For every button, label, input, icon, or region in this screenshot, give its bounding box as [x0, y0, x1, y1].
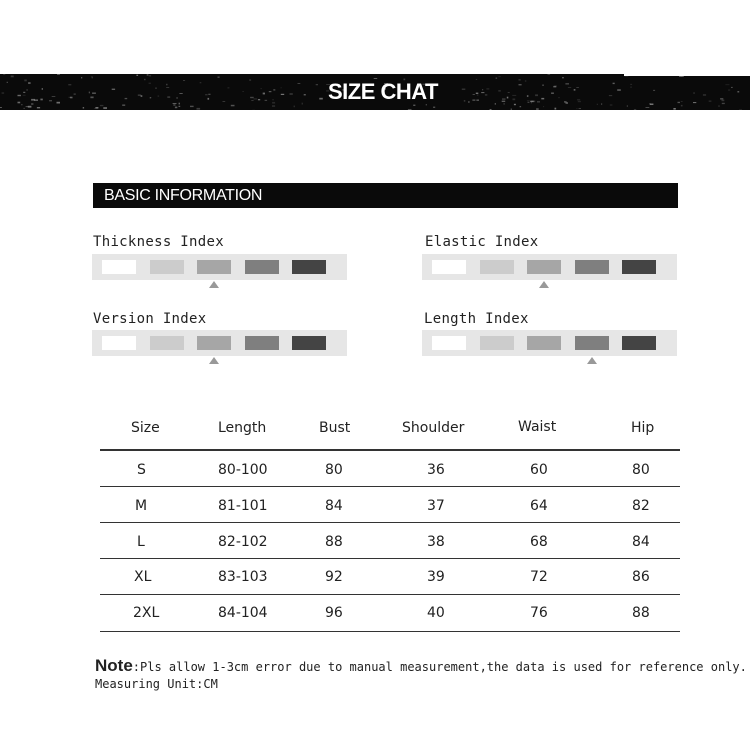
- level-swatch: [292, 260, 326, 274]
- version-index-label: Version Index: [93, 311, 207, 327]
- table-cell: 2XL: [133, 605, 160, 621]
- table-cell: 80-100: [218, 462, 268, 478]
- table-cell: 80: [632, 462, 650, 478]
- level-swatch: [245, 336, 279, 350]
- elastic-index-label: Elastic Index: [425, 234, 539, 250]
- table-cell: 36: [427, 462, 445, 478]
- level-swatch: [480, 260, 514, 274]
- thickness-index-label: Thickness Index: [93, 234, 224, 250]
- basic-information-label: BASIC INFORMATION: [104, 187, 263, 204]
- level-swatch: [150, 260, 184, 274]
- table-cell: 84: [632, 534, 650, 550]
- level-swatch: [575, 336, 609, 350]
- measuring-unit: Measuring Unit:CM: [95, 677, 218, 691]
- note-label: Note: [95, 656, 133, 675]
- version-index-bar: [92, 330, 347, 356]
- table-row-rule: [100, 631, 680, 632]
- note-text: :Pls allow 1-3cm error due to manual measurement,the data is used for reference only.: [132, 660, 747, 674]
- table-cell: 80: [325, 462, 343, 478]
- level-swatch: [245, 260, 279, 274]
- table-cell: 88: [632, 605, 650, 621]
- table-row-rule: [100, 558, 680, 559]
- header-bust: Bust: [319, 420, 351, 436]
- level-swatch: [622, 336, 656, 350]
- header-banner: [0, 74, 750, 110]
- elastic-index-bar: [422, 254, 677, 280]
- table-cell: 37: [427, 498, 445, 514]
- table-cell: 82-102: [218, 534, 268, 550]
- header-shoulder: Shoulder: [402, 420, 465, 436]
- table-cell: 76: [530, 605, 548, 621]
- table-cell: L: [137, 534, 145, 550]
- header-length: Length: [218, 420, 267, 436]
- level-swatch: [527, 260, 561, 274]
- thickness-index-bar: [92, 254, 347, 280]
- length-index-label: Length Index: [424, 311, 529, 327]
- table-cell: S: [137, 462, 146, 478]
- level-marker-icon: [539, 281, 549, 288]
- header-hip: Hip: [631, 420, 655, 436]
- table-cell: 83-103: [218, 569, 268, 585]
- table-row-rule: [100, 486, 680, 487]
- level-swatch: [150, 336, 184, 350]
- header-size: Size: [131, 420, 160, 436]
- table-cell: 40: [427, 605, 445, 621]
- level-swatch: [622, 260, 656, 274]
- level-marker-icon: [209, 357, 219, 364]
- table-cell: 84: [325, 498, 343, 514]
- table-cell: 88: [325, 534, 343, 550]
- length-index-bar: [422, 330, 677, 356]
- level-swatch: [432, 336, 466, 350]
- table-cell: 38: [427, 534, 445, 550]
- table-row-rule: [100, 594, 680, 595]
- table-cell: M: [135, 498, 148, 514]
- level-swatch: [575, 260, 609, 274]
- table-header-rule: [100, 449, 680, 451]
- level-swatch: [480, 336, 514, 350]
- level-swatch: [102, 260, 136, 274]
- table-cell: 72: [530, 569, 548, 585]
- table-cell: 86: [632, 569, 650, 585]
- table-cell: 82: [632, 498, 650, 514]
- table-cell: 92: [325, 569, 343, 585]
- table-cell: XL: [134, 569, 152, 585]
- header-waist: Waist: [518, 419, 557, 435]
- basic-information-bar: [93, 183, 678, 208]
- level-swatch: [102, 336, 136, 350]
- table-cell: 60: [530, 462, 548, 478]
- table-cell: 81-101: [218, 498, 268, 514]
- table-cell: 84-104: [218, 605, 268, 621]
- table-cell: 39: [427, 569, 445, 585]
- table-cell: 96: [325, 605, 343, 621]
- level-swatch: [432, 260, 466, 274]
- table-row-rule: [100, 522, 680, 523]
- level-marker-icon: [209, 281, 219, 288]
- level-swatch: [527, 336, 561, 350]
- table-cell: 68: [530, 534, 548, 550]
- level-swatch: [292, 336, 326, 350]
- note-line: [95, 656, 747, 676]
- level-marker-icon: [587, 357, 597, 364]
- banner-divider: [624, 74, 750, 76]
- banner-title: SIZE CHAT: [328, 79, 438, 104]
- table-cell: 64: [530, 498, 548, 514]
- level-swatch: [197, 260, 231, 274]
- level-swatch: [197, 336, 231, 350]
